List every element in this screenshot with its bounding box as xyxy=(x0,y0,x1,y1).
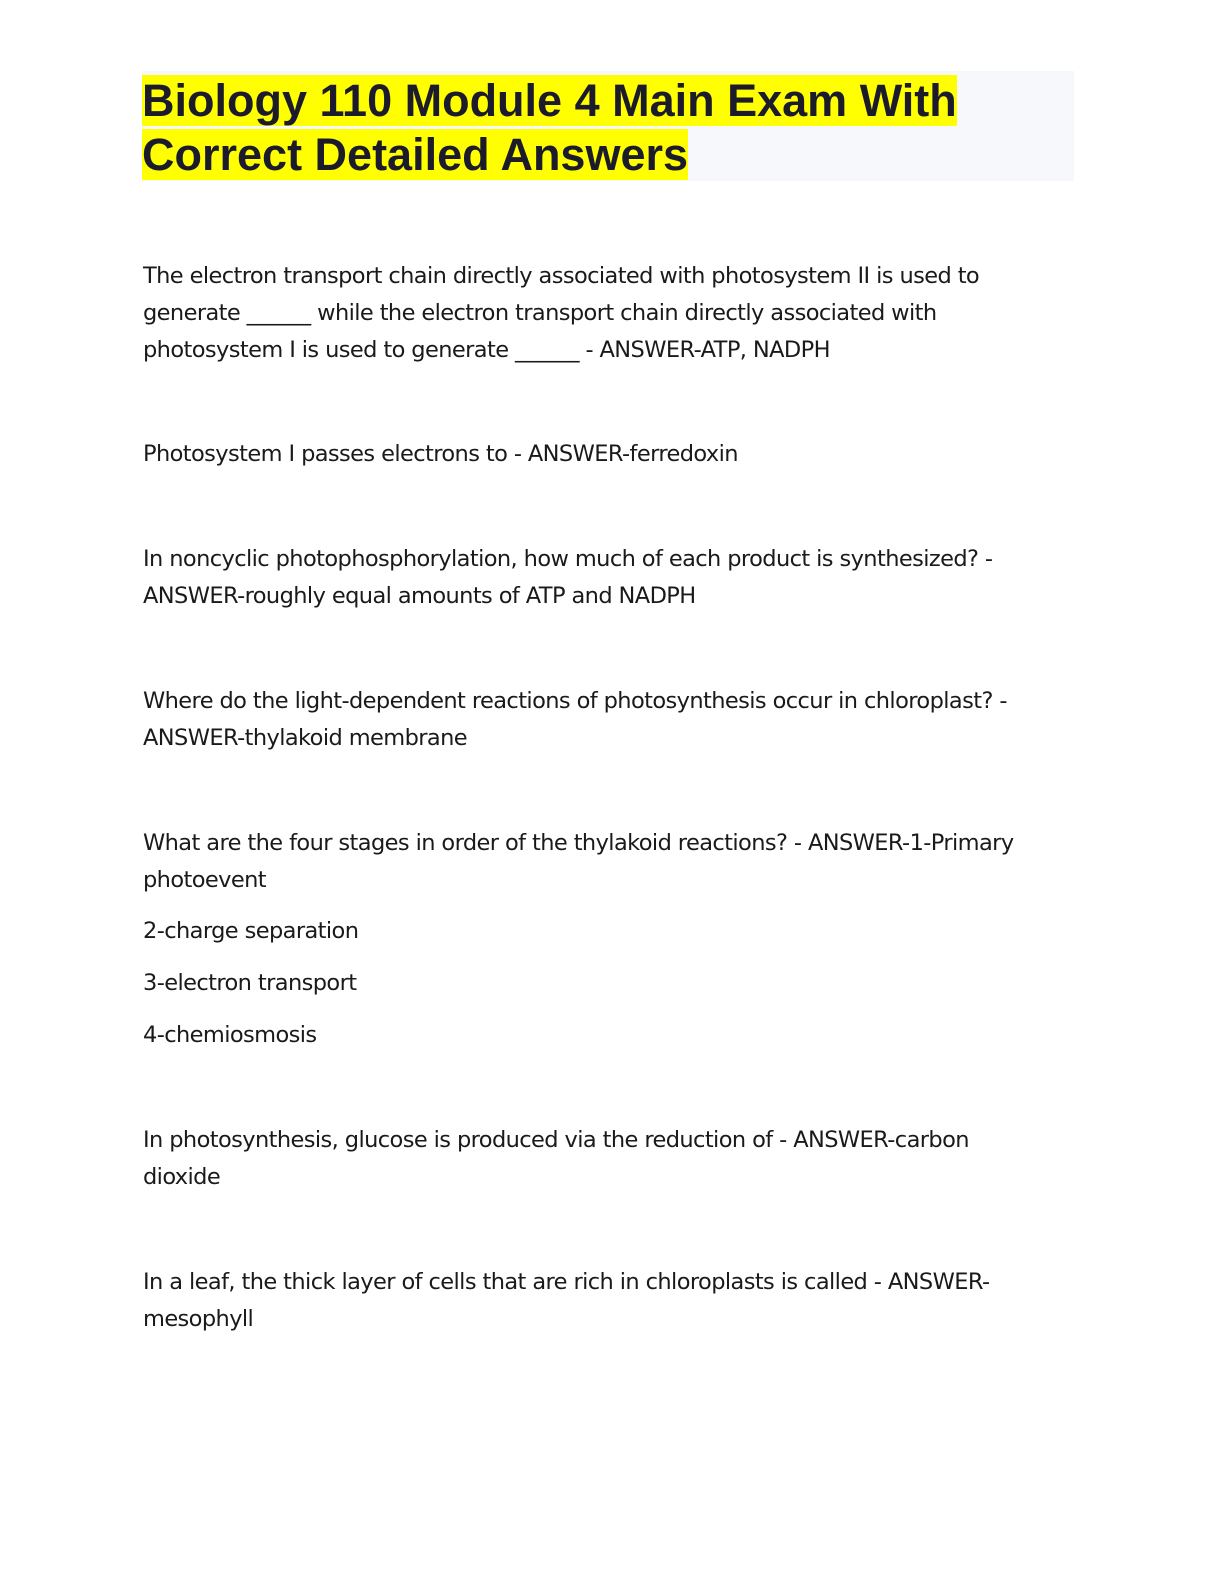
question-item-4 xyxy=(143,683,1083,757)
answer-step-2: 2-charge separation xyxy=(143,918,359,944)
question-item-5 xyxy=(143,825,1083,899)
question-line: In noncyclic photophosphorylation, how much of each product is synthesized? - xyxy=(143,546,993,572)
question-line: In a leaf, the thick layer of cells that are rich in chloroplasts is called - ANSWER- xyxy=(143,1269,990,1295)
question-item-3 xyxy=(143,541,1083,615)
question-item-2 xyxy=(143,436,1083,473)
question-line: ANSWER-thylakoid membrane xyxy=(143,725,468,751)
question-line: Where do the light-dependent reactions of photosynthesis occur in chloroplast? - xyxy=(143,688,1007,714)
question-line: photoevent xyxy=(143,867,266,893)
question-item-1 xyxy=(143,258,1083,369)
question-line: The electron transport chain directly associated with photosystem II is used to xyxy=(143,263,980,289)
question-line: Photosystem I passes electrons to - ANSWER-ferredoxin xyxy=(143,441,738,467)
question-line: mesophyll xyxy=(143,1306,254,1332)
question-line: In photosynthesis, glucose is produced via the reduction of - ANSWER-carbon xyxy=(143,1127,969,1153)
question-line: ANSWER-roughly equal amounts of ATP and NADPH xyxy=(143,583,696,609)
question-line: photosystem I is used to generate ______ - ANSWER-ATP, NADPH xyxy=(143,337,830,363)
title-line-2: Correct Detailed Answers xyxy=(142,129,689,180)
title-line-1: Biology 110 Module 4 Main Exam With xyxy=(142,75,957,126)
question-item-7 xyxy=(143,1264,1083,1338)
document-title xyxy=(142,74,1042,182)
question-line: dioxide xyxy=(143,1164,221,1190)
question-item-6 xyxy=(143,1122,1083,1196)
question-line: What are the four stages in order of the thylakoid reactions? - ANSWER-1-Primary xyxy=(143,830,1014,856)
answer-step-4: 4-chemiosmosis xyxy=(143,1022,317,1048)
answer-step-3: 3-electron transport xyxy=(143,970,357,996)
question-line: generate ______ while the electron transport chain directly associated with xyxy=(143,300,937,326)
